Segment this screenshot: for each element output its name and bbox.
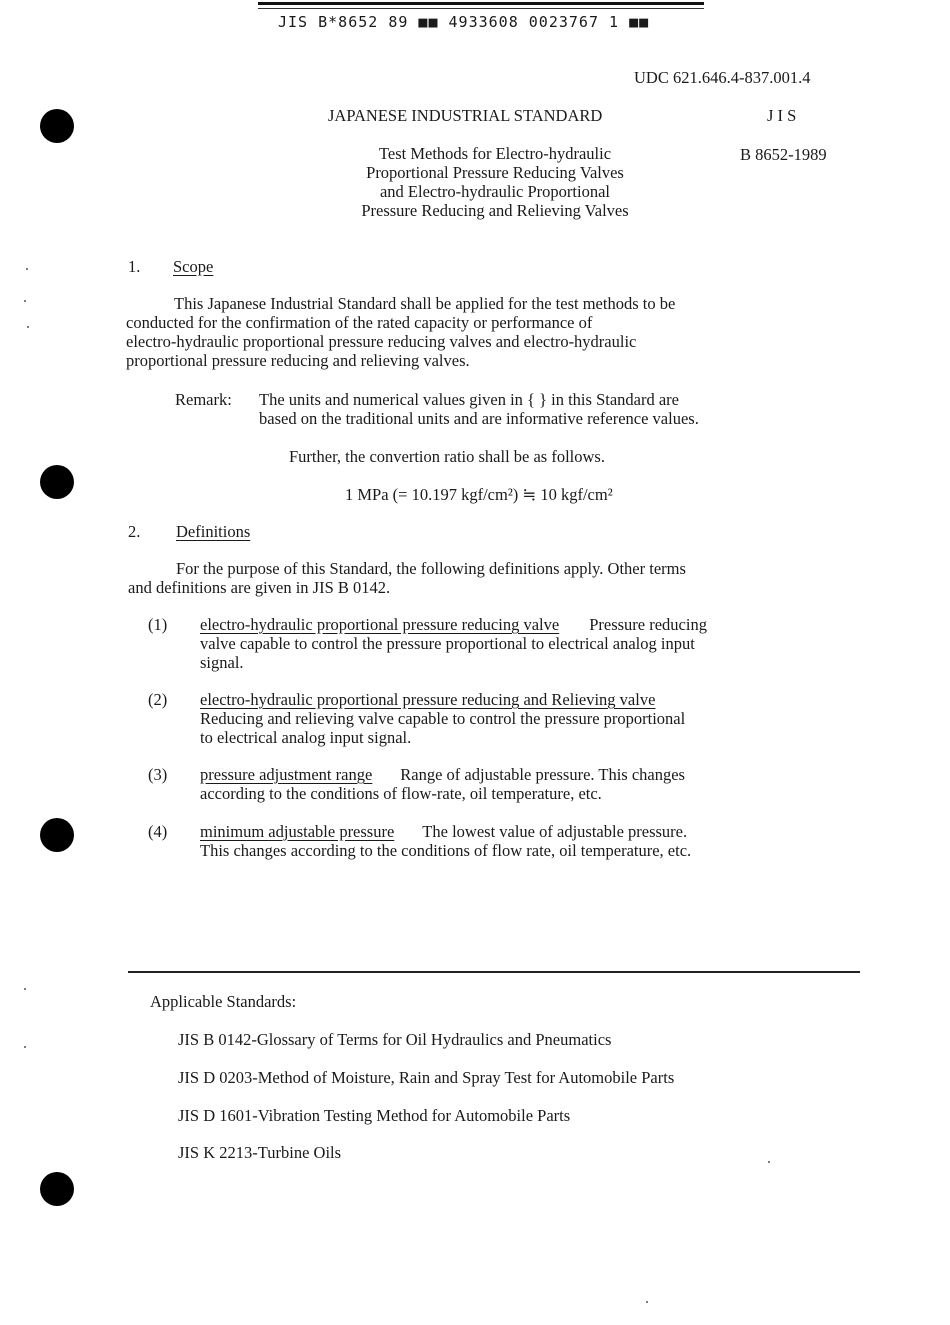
title-line: Pressure Reducing and Relieving Valves bbox=[361, 201, 629, 220]
definition-line: This changes according to the conditions of flow rate, oil temperature, etc. bbox=[200, 841, 692, 860]
scan-speck bbox=[24, 1046, 26, 1048]
footnote-rule bbox=[128, 971, 860, 973]
section-number: 1. bbox=[128, 257, 141, 276]
definition-text: Range of adjustable pressure. This changes bbox=[400, 765, 685, 784]
definition-line: according to the conditions of flow-rate, oil temperature, etc. bbox=[200, 784, 602, 803]
definition-term: electro-hydraulic proportional pressure reducing valve bbox=[200, 615, 560, 634]
definition-item bbox=[200, 822, 691, 860]
definitions-intro bbox=[128, 559, 686, 597]
paragraph-line: conducted for the confirmation of the rated capacity or performance of bbox=[126, 313, 593, 332]
applicable-standard-item: JIS B 0142-Glossary of Terms for Oil Hydraulics and Pneumatics bbox=[178, 1030, 612, 1049]
definition-number: (3) bbox=[148, 765, 168, 784]
remark-label: Remark: bbox=[175, 390, 232, 409]
top-edge-bar bbox=[258, 2, 704, 5]
paragraph-line: proportional pressure reducing and relieving valves. bbox=[126, 351, 470, 370]
definition-number: (1) bbox=[148, 615, 168, 634]
scan-speck bbox=[646, 1301, 648, 1303]
title-line: Proportional Pressure Reducing Valves bbox=[366, 163, 624, 182]
paragraph-line: For the purpose of this Standard, the following definitions apply. Other terms bbox=[176, 559, 686, 578]
document-code-line: JIS B*8652 89 ■■ 4933608 0023767 1 ■■ bbox=[278, 13, 650, 31]
paragraph-line: electro-hydraulic proportional pressure reducing valves and electro-hydraulic bbox=[126, 332, 637, 351]
standard-name: JAPANESE INDUSTRIAL STANDARD bbox=[328, 106, 603, 125]
paragraph-line: and definitions are given in JIS B 0142. bbox=[128, 578, 391, 597]
definition-term: pressure adjustment range bbox=[200, 765, 373, 784]
definition-line: to electrical analog input signal. bbox=[200, 728, 412, 747]
definition-term: electro-hydraulic proportional pressure reducing and Relieving valve bbox=[200, 690, 656, 709]
top-edge-line bbox=[258, 8, 704, 9]
definition-item bbox=[200, 615, 707, 672]
section-number: 2. bbox=[128, 522, 141, 541]
punch-hole bbox=[40, 465, 74, 499]
definition-term: minimum adjustable pressure bbox=[200, 822, 395, 841]
scan-speck bbox=[24, 300, 26, 302]
definition-line: Reducing and relieving valve capable to control the pressure proportional bbox=[200, 709, 686, 728]
definition-item bbox=[200, 690, 685, 747]
definition-line: signal. bbox=[200, 653, 244, 672]
title-line: Test Methods for Electro-hydraulic bbox=[378, 144, 612, 163]
section-heading-scope: Scope bbox=[173, 257, 214, 276]
document-title bbox=[320, 144, 670, 220]
scan-speck bbox=[24, 988, 26, 990]
remark-line: based on the traditional units and are informative reference values. bbox=[259, 409, 699, 428]
applicable-standard-item: JIS D 0203-Method of Moisture, Rain and Spray Test for Automobile Parts bbox=[178, 1068, 675, 1087]
conversion-note: Further, the convertion ratio shall be as follows. bbox=[289, 447, 605, 466]
standard-number: B 8652-1989 bbox=[740, 145, 827, 164]
remark-line: The units and numerical values given in { } in this Standard are bbox=[259, 390, 679, 409]
udc-number: UDC 621.646.4-837.001.4 bbox=[634, 68, 811, 87]
definition-item bbox=[200, 765, 685, 803]
definition-number: (2) bbox=[148, 690, 168, 709]
applicable-standards-heading: Applicable Standards: bbox=[150, 992, 297, 1011]
jis-label: J I S bbox=[767, 106, 797, 125]
scan-speck bbox=[768, 1161, 770, 1163]
definition-text: The lowest value of adjustable pressure. bbox=[422, 822, 688, 841]
conversion-formula: 1 MPa (= 10.197 kgf/cm²) ≒ 10 kgf/cm² bbox=[345, 485, 613, 504]
scan-speck bbox=[26, 268, 28, 270]
title-line: and Electro-hydraulic Proportional bbox=[379, 182, 610, 201]
paragraph-line: This Japanese Industrial Standard shall be applied for the test methods to be bbox=[174, 294, 676, 313]
applicable-standard-item: JIS K 2213-Turbine Oils bbox=[178, 1143, 342, 1162]
punch-hole bbox=[40, 1172, 74, 1206]
definition-text: Pressure reducing bbox=[589, 615, 707, 634]
definition-number: (4) bbox=[148, 822, 168, 841]
applicable-standard-item: JIS D 1601-Vibration Testing Method for Automobile Parts bbox=[178, 1106, 571, 1125]
punch-hole bbox=[40, 818, 74, 852]
remark-text bbox=[259, 390, 699, 428]
section-heading-definitions: Definitions bbox=[176, 522, 251, 541]
scope-paragraph bbox=[126, 294, 675, 370]
definition-line: valve capable to control the pressure proportional to electrical analog input bbox=[200, 634, 695, 653]
scan-speck bbox=[27, 326, 29, 328]
punch-hole bbox=[40, 109, 74, 143]
